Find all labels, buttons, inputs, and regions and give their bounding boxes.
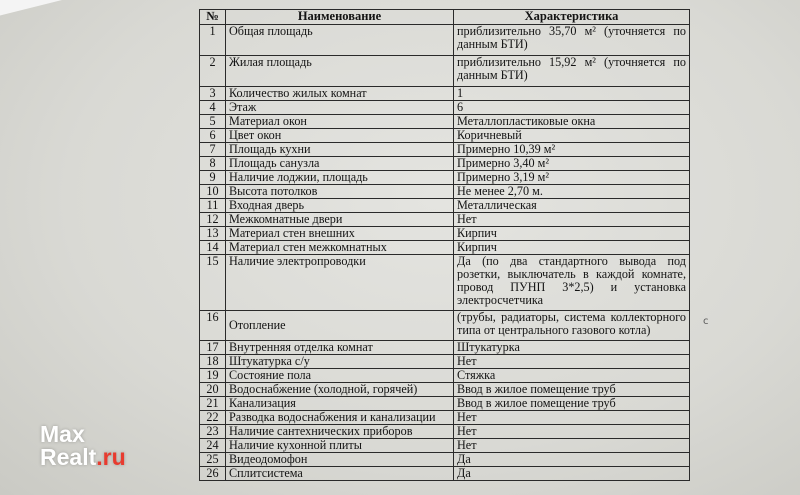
row-name: Наличие электропроводки (226, 255, 454, 311)
apartment-specs-table (199, 9, 690, 481)
row-number: 20 (200, 383, 226, 397)
row-number: 14 (200, 241, 226, 255)
row-value: Металлопластиковые окна (454, 115, 690, 129)
row-value: Стяжка (454, 369, 690, 383)
row-value: 6 (454, 101, 690, 115)
row-name: Состояние пола (226, 369, 454, 383)
watermark-domain: .ru (96, 444, 126, 470)
table-row (200, 185, 690, 199)
watermark-line-1: Max (40, 421, 85, 447)
table-row (200, 383, 690, 397)
row-value: Да (454, 453, 690, 467)
row-number: 8 (200, 157, 226, 171)
row-value: Нет (454, 213, 690, 227)
row-name: Этаж (226, 101, 454, 115)
row-value: Нет (454, 355, 690, 369)
row-number: 11 (200, 199, 226, 213)
row-value: Да (по два стандартного вывода под розетки, выключатель в каждой комнате, провод ПУНП 3*2,5) и установка электросчетчика (454, 255, 690, 311)
row-name: Сплитсистема (226, 467, 454, 481)
row-name: Площадь санузла (226, 157, 454, 171)
row-name: Водоснабжение (холодной, горячей) (226, 383, 454, 397)
row-value: Не менее 2,70 м. (454, 185, 690, 199)
row-name: Наличие сантехнических приборов (226, 425, 454, 439)
table-row (200, 397, 690, 411)
table-row (200, 129, 690, 143)
row-number: 21 (200, 397, 226, 411)
row-value: 1 (454, 87, 690, 101)
table-row (200, 369, 690, 383)
row-number: 19 (200, 369, 226, 383)
row-number: 16 (200, 311, 226, 341)
maxrealt-watermark-logo (40, 423, 126, 469)
row-name: Материал стен внешних (226, 227, 454, 241)
margin-pen-mark: с (703, 316, 709, 327)
row-value: приблизительно 35,70 м² (уточняется по данным БТИ) (454, 25, 690, 56)
row-name: Видеодомофон (226, 453, 454, 467)
row-number: 17 (200, 341, 226, 355)
row-number: 15 (200, 255, 226, 311)
watermark-realt: Realt (40, 444, 97, 470)
table-row (200, 157, 690, 171)
row-number: 23 (200, 425, 226, 439)
row-number: 3 (200, 87, 226, 101)
row-name: Штукатурка с/у (226, 355, 454, 369)
row-name: Разводка водоснабжения и канализации (226, 411, 454, 425)
row-value: Ввод в жилое помещение труб (454, 397, 690, 411)
table-row (200, 439, 690, 453)
row-value: Металлическая (454, 199, 690, 213)
row-name: Площадь кухни (226, 143, 454, 157)
table-row (200, 255, 690, 311)
table-row (200, 171, 690, 185)
row-number: 26 (200, 467, 226, 481)
row-value: Коричневый (454, 129, 690, 143)
row-number: 25 (200, 453, 226, 467)
row-value: Штукатурка (454, 341, 690, 355)
row-number: 5 (200, 115, 226, 129)
table-row (200, 87, 690, 101)
row-number: 2 (200, 56, 226, 87)
row-number: 10 (200, 185, 226, 199)
row-number: 6 (200, 129, 226, 143)
row-name: Внутренняя отделка комнат (226, 341, 454, 355)
row-number: 9 (200, 171, 226, 185)
table-row (200, 25, 690, 56)
row-name: Количество жилых комнат (226, 87, 454, 101)
row-value: приблизительно 15,92 м² (уточняется по данным БТИ) (454, 56, 690, 87)
table-header-row (200, 10, 690, 25)
row-value: Нет (454, 425, 690, 439)
row-value: Кирпич (454, 241, 690, 255)
row-name: Наличие кухонной плиты (226, 439, 454, 453)
row-value: Примерно 3,19 м² (454, 171, 690, 185)
row-name: Отопление (226, 311, 454, 341)
table-row (200, 213, 690, 227)
header-characteristic: Характеристика (454, 10, 690, 25)
row-name: Межкомнатные двери (226, 213, 454, 227)
row-number: 7 (200, 143, 226, 157)
table-row (200, 311, 690, 341)
row-number: 24 (200, 439, 226, 453)
table-row (200, 453, 690, 467)
row-value: Примерно 3,40 м² (454, 157, 690, 171)
row-name: Материал стен межкомнатных (226, 241, 454, 255)
table-row (200, 241, 690, 255)
row-value: Нет (454, 411, 690, 425)
table-row (200, 115, 690, 129)
row-number: 4 (200, 101, 226, 115)
row-number: 12 (200, 213, 226, 227)
row-number: 13 (200, 227, 226, 241)
row-value: Да (454, 467, 690, 481)
table-row (200, 143, 690, 157)
table-row (200, 411, 690, 425)
table-row (200, 199, 690, 213)
row-number: 18 (200, 355, 226, 369)
row-name: Жилая площадь (226, 56, 454, 87)
row-name: Цвет окон (226, 129, 454, 143)
watermark-line-2 (40, 446, 126, 469)
row-name: Канализация (226, 397, 454, 411)
row-value: Нет (454, 439, 690, 453)
row-name: Наличие лоджии, площадь (226, 171, 454, 185)
table-row (200, 467, 690, 481)
table-row (200, 227, 690, 241)
table-row (200, 425, 690, 439)
header-name: Наименование (226, 10, 454, 25)
table-row (200, 355, 690, 369)
table-row (200, 56, 690, 87)
row-name: Общая площадь (226, 25, 454, 56)
table-row (200, 341, 690, 355)
row-number: 22 (200, 411, 226, 425)
row-value: Примерно 10,39 м² (454, 143, 690, 157)
row-value: (трубы, радиаторы, система коллекторного типа от центрального газового котла) (454, 311, 690, 341)
row-name: Высота потолков (226, 185, 454, 199)
table-row (200, 101, 690, 115)
row-value: Кирпич (454, 227, 690, 241)
row-name: Материал окон (226, 115, 454, 129)
header-number: № (200, 10, 226, 25)
row-number: 1 (200, 25, 226, 56)
row-name: Входная дверь (226, 199, 454, 213)
row-value: Ввод в жилое помещение труб (454, 383, 690, 397)
